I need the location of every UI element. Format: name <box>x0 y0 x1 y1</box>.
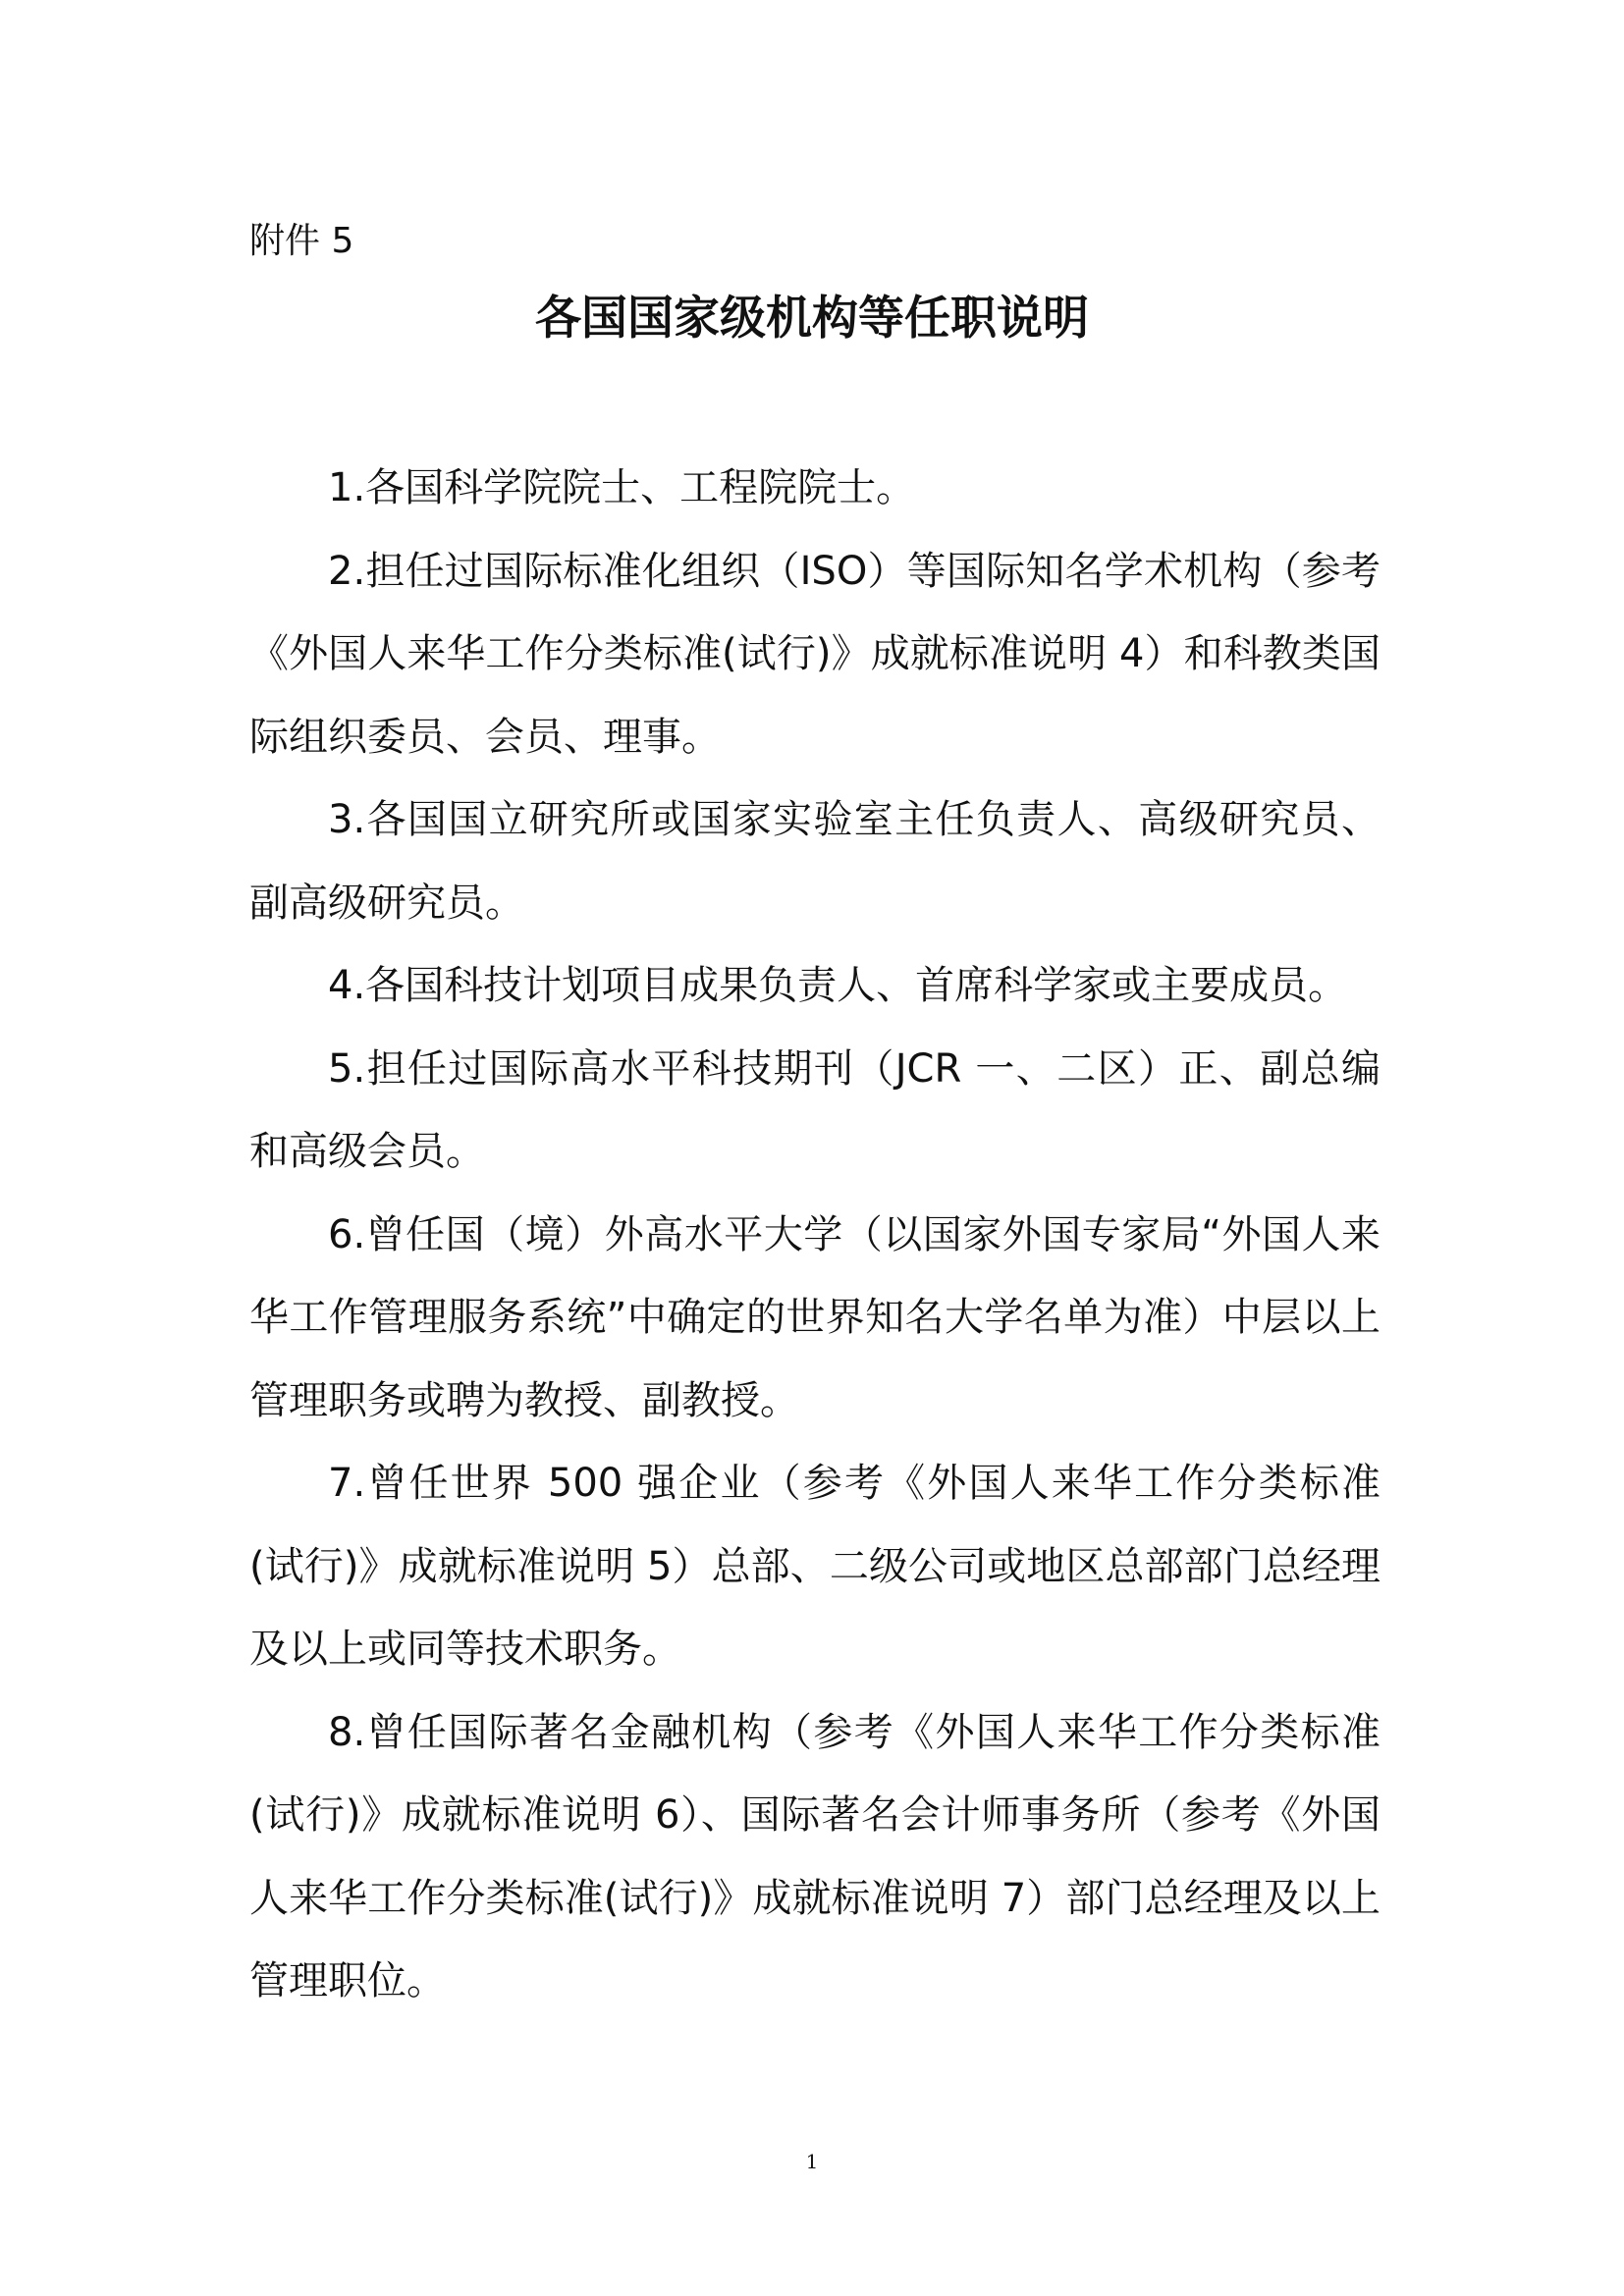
list-item-6: 6.曾任国（境）外高水平大学（以国家外国专家局“外国人来华工作管理服务系统”中确定的世界知名大学名单为准）中层以上管理职务或聘为教授、副教授。 <box>249 1211 1380 1423</box>
document-title: 各国国家级机构等任职说明 <box>535 292 1089 346</box>
list-item-1: 1.各国科学院院士、工程院院士。 <box>328 465 916 510</box>
document-body <box>249 447 1380 2023</box>
list-item-7: 7.曾任世界 500 强企业（参考《外国人来华工作分类标准(试行)》成就标准说明 5）总部、二级公司或地区总部部门总经理及以上或同等技术职务。 <box>249 1461 1380 1672</box>
page-number: 1 <box>805 2150 819 2173</box>
list-item-4: 4.各国科技计划项目成果负责人、首席科学家或主要成员。 <box>328 963 1348 1008</box>
list-item-5: 5.担任过国际高水平科技期刊（JCR 一、二区）正、副总编和高级会员。 <box>249 1045 1380 1174</box>
list-item-8: 8.曾任国际著名金融机构（参考《外国人来华工作分类标准(试行)》成就标准说明 6）、国际著名会计师事务所（参考《外国人来华工作分类标准(试行)》成就标准说明 7）部门总经理及以上管理职位。 <box>249 1709 1380 2003</box>
attachment-label: 附件 5 <box>249 221 354 261</box>
list-item-2: 2.担任过国际标准化组织（ISO）等国际知名学术机构（参考《外国人来华工作分类标准(试行)》成就标准说明 4）和科教类国际组织委员、会员、理事。 <box>249 548 1380 760</box>
list-item-3: 3.各国国立研究所或国家实验室主任负责人、高级研究员、副高级研究员。 <box>249 797 1380 926</box>
